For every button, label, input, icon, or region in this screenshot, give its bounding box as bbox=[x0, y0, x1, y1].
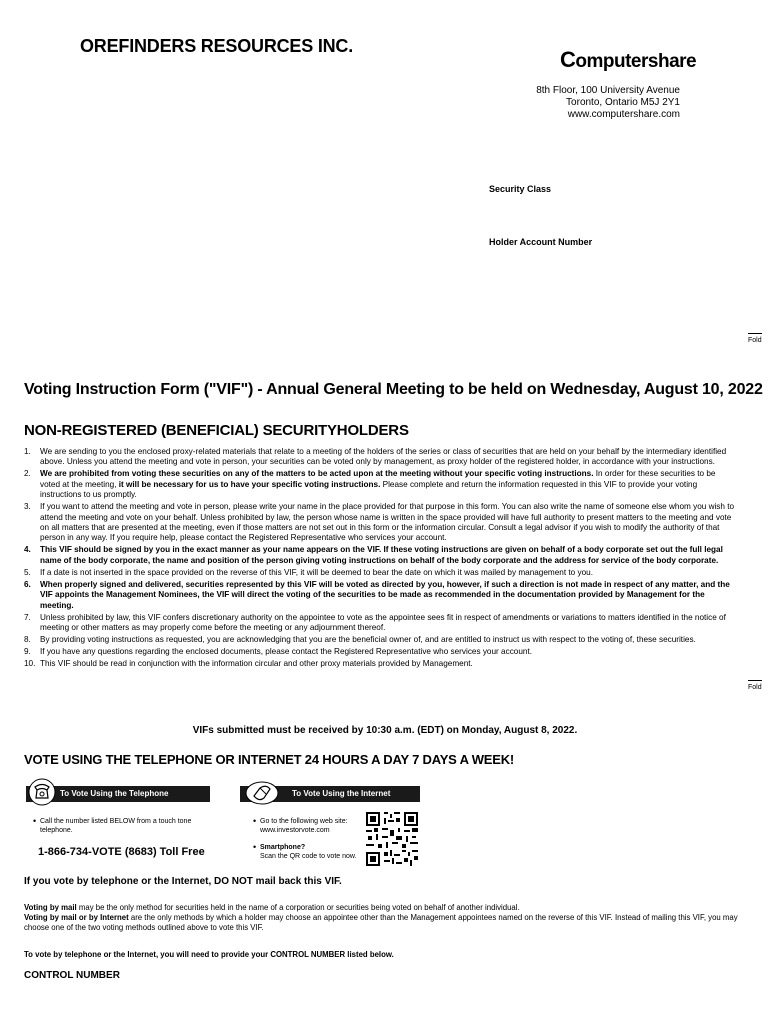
website-instruction bbox=[253, 816, 360, 835]
instruction-item bbox=[24, 447, 736, 468]
item-text: When properly signed and delivered, securities represented by this VIF will be voted as directed by you, however, if such a direction is not made in respect of any matter, and the VIF appoints the Management Nominees, the VIF will direct the voting of the securities to be made as recommended in the documentation provided by Management for the meeting. bbox=[40, 579, 730, 610]
smartphone-text: Scan the QR code to vote now. bbox=[260, 853, 357, 860]
do-not-mail-notice: If you vote by telephone or the Internet, DO NOT mail back this VIF. bbox=[24, 876, 342, 887]
instructions-list bbox=[24, 447, 736, 671]
mail-paragraph bbox=[24, 903, 744, 913]
instruction-item bbox=[24, 580, 736, 611]
voting-by-mail-info bbox=[24, 903, 744, 933]
mail-bold-text: Voting by mail or by Internet bbox=[24, 913, 129, 922]
toll-free-number: 1-866-734-VOTE (8683) Toll Free bbox=[38, 846, 205, 858]
item-text: Unless prohibited by law, this VIF confers discretionary authority on the appointee to vote as the appointee sees fit in respect of amendments or variations to matters identified in the notice of meeting or other matters as may properly come before the meeting or any adjournment thereof. bbox=[40, 612, 726, 633]
telephone-voting-tab bbox=[26, 786, 210, 802]
item-text: If you want to attend the meeting and vote in person, please write your name in the place provided for that purpose in this form. You can also write the name of someone else whom you wish to attend the meeting and vote on your behalf. Unless prohibited by law, the person whose name is written in the space provided will have full authority to present matters to the meeting and vote on all matters that are presented at the meeting, even if those matters are not set out in this form or the information circular. Consult a legal advisor if you wish to modify the authority of that person in any way. If you require help, please contact the Registered Representative who services your account. bbox=[40, 502, 735, 543]
vote-24-hours-heading: VOTE USING THE TELEPHONE OR INTERNET 24 HOURS A DAY 7 DAYS A WEEK! bbox=[24, 752, 515, 767]
item-bold-text: We are prohibited from voting these securities on any of the matters to be acted upon at the meeting without your specific voting instructions. bbox=[40, 469, 594, 479]
security-class-label: Security Class bbox=[489, 184, 552, 194]
website-instruction-text: Go to the following web site: www.investorvote.com bbox=[260, 818, 348, 834]
instruction-item bbox=[24, 647, 736, 657]
item-number: 8. bbox=[24, 635, 31, 645]
internet-voting-tab bbox=[240, 786, 420, 802]
mail-bold-text: Voting by mail bbox=[24, 903, 77, 912]
telephone-instruction bbox=[33, 816, 210, 835]
item-text: If you have any questions regarding the enclosed documents, please contact the Registered Representative who services your account. bbox=[40, 647, 532, 657]
instruction-item bbox=[24, 469, 736, 500]
company-name: OREFINDERS RESOURCES INC. bbox=[80, 36, 354, 56]
bullet-icon: • bbox=[253, 842, 257, 852]
fold-line bbox=[748, 680, 762, 681]
item-number: 6. bbox=[24, 579, 31, 589]
item-text: This VIF should be read in conjunction with the information circular and other proxy materials provided by Management. bbox=[40, 659, 473, 669]
logo-text: omputershare bbox=[575, 51, 697, 72]
section-heading: NON-REGISTERED (BENEFICIAL) SECURITYHOLDERS bbox=[24, 422, 409, 439]
qr-code[interactable] bbox=[366, 812, 418, 866]
instruction-item bbox=[24, 545, 736, 566]
item-number: 7. bbox=[24, 612, 31, 622]
bullet-icon: • bbox=[33, 816, 37, 826]
mail-text: are the only methods by which a holder may choose an appointee other than the Management appointees named on the reverse of this VIF. Instead of mailing this VIF, you may choose one of the two voting methods outlined above to vote this VIF. bbox=[24, 913, 738, 932]
smartphone-instruction bbox=[253, 842, 366, 861]
item-text: Please complete and return the information requested in this VIF to provide your voting instructions to us promptly. bbox=[40, 479, 698, 500]
item-bold-text: it will be necessary for us to have your specific voting instructions. bbox=[118, 479, 381, 489]
instruction-item bbox=[24, 568, 736, 578]
mail-paragraph bbox=[24, 913, 744, 933]
smartphone-title: Smartphone? bbox=[260, 844, 306, 851]
control-number-label: CONTROL NUMBER bbox=[24, 970, 120, 981]
computershare-logo bbox=[560, 47, 696, 73]
item-text: By providing voting instructions as requested, you are acknowledging that you are the beneficial owner of, and are entitled to instruct us with respect to the voting of, these securities. bbox=[40, 635, 696, 645]
address-website: www.computershare.com bbox=[567, 109, 680, 120]
instruction-item bbox=[24, 635, 736, 645]
telephone-tab-label: To Vote Using the Telephone bbox=[60, 789, 169, 798]
mouse-icon bbox=[244, 778, 280, 806]
telephone-instruction-text: Call the number listed BELOW from a touch tone telephone. bbox=[40, 818, 192, 834]
fold-label: Fold bbox=[748, 684, 762, 691]
item-text: This VIF should be signed by you in the exact manner as your name appears on the VIF. If these voting instructions are given on behalf of a body corporate set out the full legal name of the body corporate, the name and position of the person giving voting instructions on behalf of the body corporate and the address for service of the body corporate. bbox=[40, 545, 723, 565]
item-number: 9. bbox=[24, 647, 31, 657]
item-number: 2. bbox=[24, 469, 31, 479]
item-number: 10. bbox=[24, 659, 36, 669]
address-line: Toronto, Ontario M5J 2Y1 bbox=[566, 97, 680, 108]
logo-initial: C bbox=[560, 47, 576, 72]
instruction-item bbox=[24, 613, 736, 634]
telephone-icon bbox=[28, 778, 56, 806]
item-number: 3. bbox=[24, 502, 31, 512]
holder-account-label: Holder Account Number bbox=[489, 237, 593, 247]
item-number: 4. bbox=[24, 545, 31, 555]
mail-text: may be the only method for securities held in the name of a corporation or securities being voted on behalf of another individual. bbox=[76, 903, 520, 912]
fold-label: Fold bbox=[748, 337, 762, 344]
item-number: 1. bbox=[24, 447, 31, 456]
internet-tab-label: To Vote Using the Internet bbox=[292, 789, 391, 798]
form-title: Voting Instruction Form ("VIF") - Annual General Meeting to be held on Wednesday, August 10, 2022 bbox=[24, 381, 763, 398]
item-text: In order for these securities to be voted at the meeting, bbox=[40, 469, 716, 489]
instruction-item bbox=[24, 659, 736, 669]
fold-line bbox=[748, 333, 762, 334]
bullet-icon: • bbox=[253, 816, 257, 826]
submission-deadline: VIFs submitted must be received by 10:30 a.m. (EDT) on Monday, August 8, 2022. bbox=[192, 725, 578, 736]
item-text: We are sending to you the enclosed proxy-related materials that relate to a meeting of the holders of the series or class of securities that are held on your behalf by the intermediary identified above. Unless you attend the meeting and vote in person, your securities can be voted only by management, as proxy holder of the registered holder, in accordance with your instructions. bbox=[40, 447, 727, 467]
control-number-instruction: To vote by telephone or the Internet, you will need to provide your CONTROL NUMBER listed below. bbox=[24, 950, 394, 959]
address-line: 8th Floor, 100 University Avenue bbox=[536, 85, 680, 96]
company-address bbox=[520, 85, 680, 121]
item-number: 5. bbox=[24, 567, 31, 577]
instruction-item bbox=[24, 502, 736, 544]
item-text: If a date is not inserted in the space provided on the reverse of this VIF, it will be deemed to bear the date on which it was mailed by management to you. bbox=[40, 567, 593, 577]
